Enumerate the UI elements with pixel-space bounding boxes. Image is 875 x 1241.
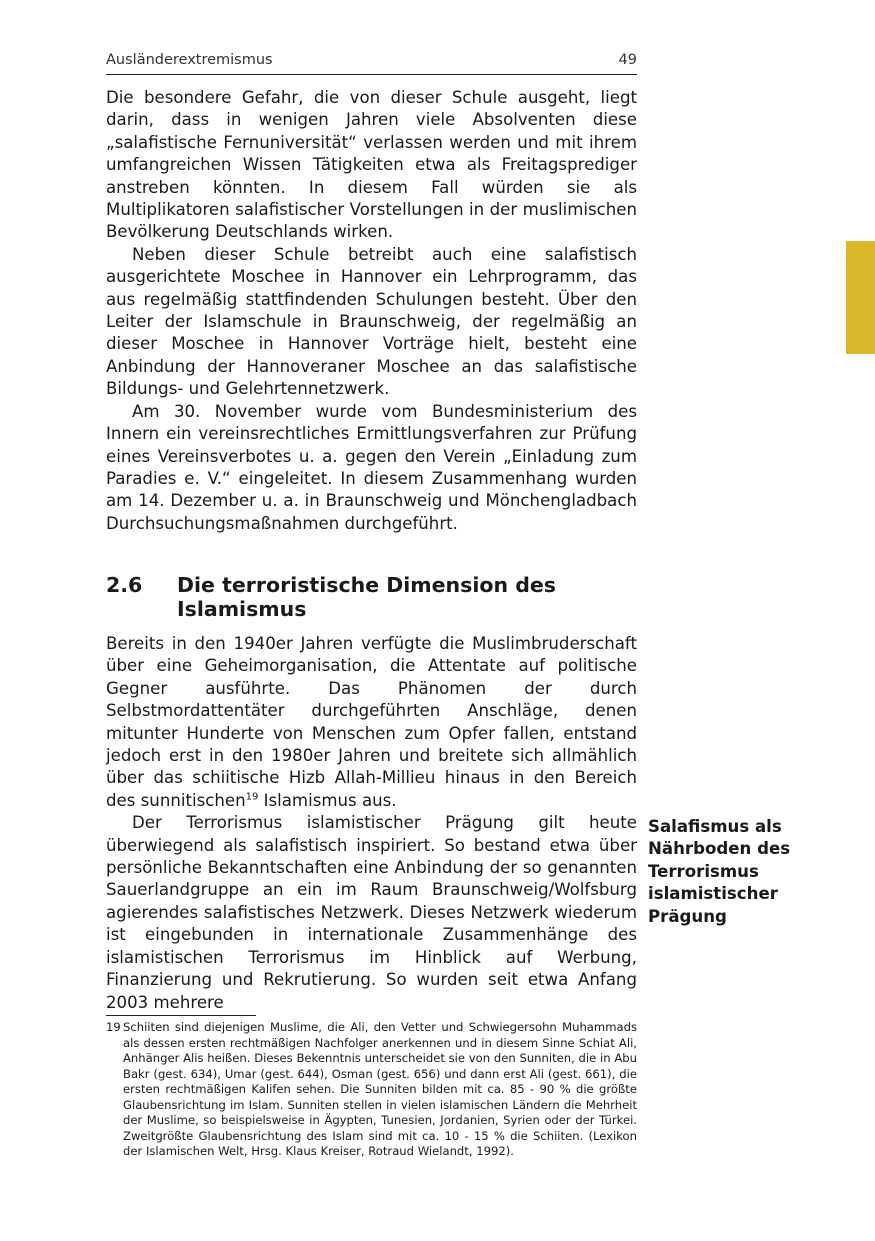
paragraph: Die besondere Gefahr, die von dieser Schule ausgeht, liegt darin, dass in wenigen Jahren viele Absolventen diese „salafistische Fernuniversität“ verlassen werden und mit ihrem umfangreichen Wissen Tätigkeiten etwa als Freitagsprediger anstreben könnten. In diesem Fall würden sie als Multiplikatoren salafistischer Vorstellungen in der muslimischen Bevölkerung Deutschlands wirken.	[106, 88, 637, 242]
text-block-1	[106, 87, 637, 535]
chapter-thumb-tab	[846, 241, 875, 354]
section-number: 2.6	[106, 573, 143, 597]
paragraph: Am 30. November wurde vom Bundesministerium des Innern ein vereinsrechtliches Ermittlungsverfahren zur Prüfung eines Vereinsverbotes u. a. gegen den Verein „Einladung zum Paradies e. V.“ eingeleitet. In diesem Zusammenhang wurden am 14. Dezember u. a. in Braunschweig und Mönchengladbach Durchsuchungsmaßnahmen durchgeführt.	[106, 401, 637, 533]
section-title: Die terroristische Dimension des Islamismus	[177, 573, 556, 621]
paragraph-text: Bereits in den 1940er Jahren verfügte die Muslimbruderschaft über eine Geheimorganisation, die Attentate auf politische Gegner ausführte. Das Phänomen der durch Selbstmordattentäter durchgeführten Anschläge, denen mitunter Hunderte von Menschen zum Opfer fallen, entstand jedoch erst in den 1980er Jahren und breitete sich allmählich über das schiitische Hizb Allah-Millieu hinaus in den Bereich des sunnitischen	[106, 634, 637, 810]
running-header	[106, 50, 637, 75]
paragraph: Der Terrorismus islamistischer Prägung gilt heute überwiegend als salafistisch inspiriert. So bestand etwa über persönliche Bekanntschaften eine Anbindung der so genannten Sauerlandgruppe an ein im Raum Braunschweig/Wolfsburg agierendes salafistisches Netzwerk. Dieses Netzwerk wiederum ist eingebunden in internationale Zusammenhänge des islamistischen Terrorismus im Hinblick auf Werbung, Finanzierung und Rekrutierung. So wurden seit etwa Anfang 2003 mehrere	[106, 813, 637, 1012]
footnote-number: 19	[106, 1020, 121, 1034]
footnote-text: Schiiten sind diejenigen Muslime, die Ali, den Vetter und Schwiegersohn Muhammads als dessen ersten rechtmäßigen Nachfolger anerkennen und in diesem Sinne Schiat Ali, Anhänger Alis heißen. Dieses Bekenntnis unterscheidet sie von den Sunniten, die in Abu Bakr (gest. 634), Umar (gest. 644), Osman (gest. 656) und dann erst Ali (gest. 661), die ersten rechtmäßigen Kalifen sehen. Die Sunniten bilden mit ca. 85 - 90 % die größte Glaubensrichtung im Islam. Sunniten stellen in vielen islamischen Ländern die Mehrheit der Muslime, so beispielsweise in Ägypten, Tunesien, Jordanien, Syrien oder der Türkei. Zweitgrößte Glaubensrichtung des Islam sind mit ca. 10 - 15 % die Schiiten. (Lexikon der Islamischen Welt, Hrsg. Klaus Kreiser, Rotraud Wielandt, 1992).	[123, 1020, 637, 1158]
footnote	[106, 1020, 637, 1160]
footnote-divider	[106, 1015, 256, 1016]
paragraph: Neben dieser Schule betreibt auch eine salafistisch ausgerichtete Moschee in Hannover ein Lehrprogramm, das aus regelmäßig stattfindenden Schulungen besteht. Über den Leiter der Islamschule in Braunschweig, der regelmäßig an dieser Moschee in Hannover Vorträge hielt, besteht eine Anbindung der Hannoveraner Moschee an das salafistische Bildungs- und Gelehrtennetzwerk.	[106, 244, 637, 399]
paragraph-text: Islamismus aus.	[258, 790, 397, 810]
text-block-2	[106, 633, 637, 1014]
margin-note: Salafismus als Nährboden des Terrorismus islamistischer Prägung	[648, 817, 791, 926]
page-number: 49	[618, 52, 637, 68]
footnote-reference[interactable]: 19	[245, 791, 259, 803]
paragraph	[106, 633, 637, 812]
running-title: Ausländerextremismus	[106, 52, 273, 68]
